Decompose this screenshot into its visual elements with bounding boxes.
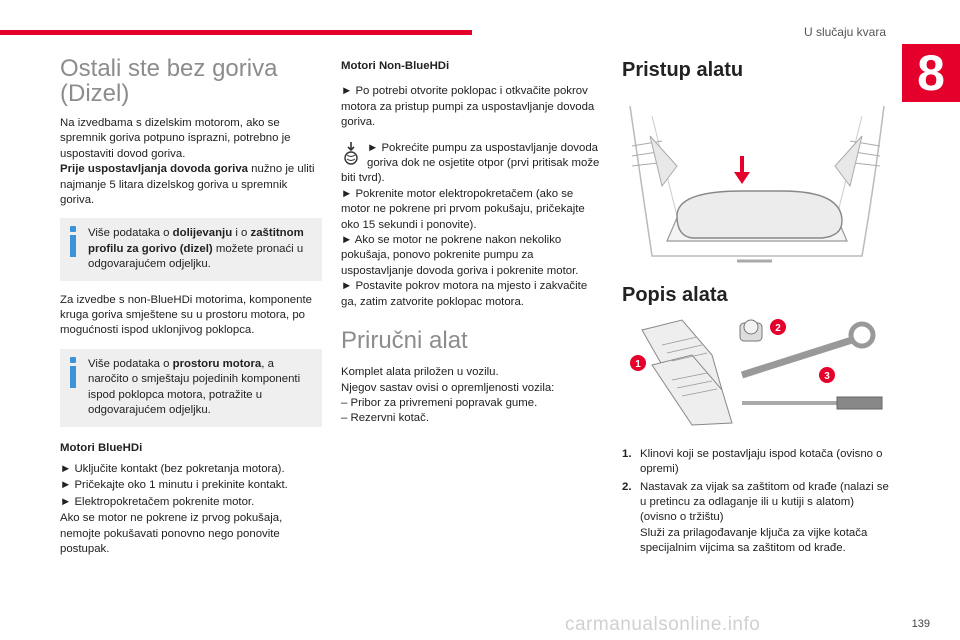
paragraph: Ako se motor ne pokrene iz prvog pokušaja, nemojte pokušavati ponovno nego ponovite postupak. bbox=[60, 512, 283, 555]
column-2 bbox=[341, 56, 603, 427]
step-item: ► Pokrećite pumpu za uspostavljanje dovoda goriva dok ne osjetite otpor (prvi pritisak može biti tvrd). bbox=[341, 141, 600, 185]
step-item: ► Pričekajte oko 1 minutu i prekinite kontakt. bbox=[60, 479, 288, 492]
tool-list bbox=[622, 447, 890, 557]
column-1 bbox=[60, 56, 322, 557]
list-item: – Rezervni kotač. bbox=[341, 412, 429, 425]
svg-text:3: 3 bbox=[824, 371, 830, 383]
list-item: – Pribor za privremeni popravak gume. bbox=[341, 396, 538, 409]
title-access-tools: Pristup alatu bbox=[622, 59, 744, 81]
step-item: ► Pokrenite motor elektropokretačem (ako se motor ne pokrene pri prvom pokušaju, pričekajte oko 15 sekundi i ponovite). bbox=[341, 187, 585, 231]
title-tools: Priručni alat bbox=[341, 327, 468, 355]
svg-text:2: 2 bbox=[775, 323, 781, 335]
subtitle-bluehdi: Motori BlueHDi bbox=[60, 441, 143, 454]
paragraph: Njegov sastav ovisi o opremljenosti vozila: bbox=[341, 381, 555, 394]
info-note: Više podataka o dolijevanju i o zaštitnom profilu za gorivo (dizel) možete pronaći u odgovarajućem odjeljku. bbox=[60, 218, 322, 280]
info-note: Više podataka o prostoru motora, a naročito o smještaju pojedinih komponenti ispod poklopca motora, potražite u odgovarajućem odjeljku. bbox=[60, 349, 322, 427]
step-item: ► Uključite kontakt (bez pokretanja motora). bbox=[60, 462, 285, 475]
info-icon bbox=[66, 357, 80, 393]
tools-illustration bbox=[622, 315, 890, 432]
watermark: carmanualsonline.info bbox=[565, 614, 761, 635]
callout-1 bbox=[630, 355, 646, 371]
top-accent-bar bbox=[0, 30, 472, 35]
step-item: ► Postavite pokrov motora na mjesto i zakvačite ga, zatim zatvorite poklopac motora. bbox=[341, 280, 588, 308]
column-3 bbox=[622, 56, 890, 559]
section-header: U slučaju kvara bbox=[803, 25, 886, 39]
list-item: 2. Nastavak za vijak sa zaštitom od krađe (nalazi se u pretincu za odlaganje ili u kutiji s alatom) (ovisno o tržištu) Služi za prilagođavanje ključa za vijke kotača specijalnim vijcima sa zaštitom od krađe. bbox=[622, 480, 889, 555]
title-fuel-out: Ostali ste bez goriva (Dizel) bbox=[60, 55, 278, 107]
list-item: 1. Klinovi koji se postavljaju ispod kotača (ovisno o opremi) bbox=[622, 447, 883, 476]
paragraph: Za izvedbe s non-BlueHDi motorima, komponente kruga goriva smještene su u prostoru motora, po mogućnosti ispod uklonjivog poklopca. bbox=[60, 293, 312, 337]
info-icon bbox=[66, 226, 80, 262]
page-number: 139 bbox=[911, 618, 930, 630]
steps-list bbox=[60, 462, 322, 510]
callout-2 bbox=[770, 319, 786, 335]
step-item: ► Ako se motor ne pokrene nakon nekoliko pokušaja, ponovo pokrenite pumpu za uspostavljanje dovoda goriva i pokrenite motor. bbox=[341, 234, 579, 277]
paragraph: Na izvedbama s dizelskim motorom, ako se spremnik goriva potpuno isprazni, potrebno je uspostaviti dovod goriva. bbox=[60, 117, 291, 160]
subtitle-non-bluehdi: Motori Non-BlueHDi bbox=[341, 60, 450, 72]
fuel-pump-icon bbox=[341, 141, 361, 167]
step-item: ► Po potrebi otvorite poklopac i otkvačite pokrov motora za pristup pumpi za uspostavljanje dovoda goriva. bbox=[341, 85, 595, 129]
trunk-illustration bbox=[622, 96, 890, 271]
svg-text:1: 1 bbox=[635, 359, 641, 371]
callout-3 bbox=[819, 367, 835, 383]
paragraph: Prije uspostavljanja dovoda goriva nužno je uliti najmanje 5 litara dizelskog goriva u spremnik goriva. bbox=[60, 163, 315, 207]
chapter-badge: 8 bbox=[902, 44, 960, 102]
paragraph: Komplet alata priložen u vozilu. bbox=[341, 366, 499, 379]
step-item: ► Elektropokretačem pokrenite motor. bbox=[60, 495, 255, 508]
title-tool-list: Popis alata bbox=[622, 284, 728, 307]
